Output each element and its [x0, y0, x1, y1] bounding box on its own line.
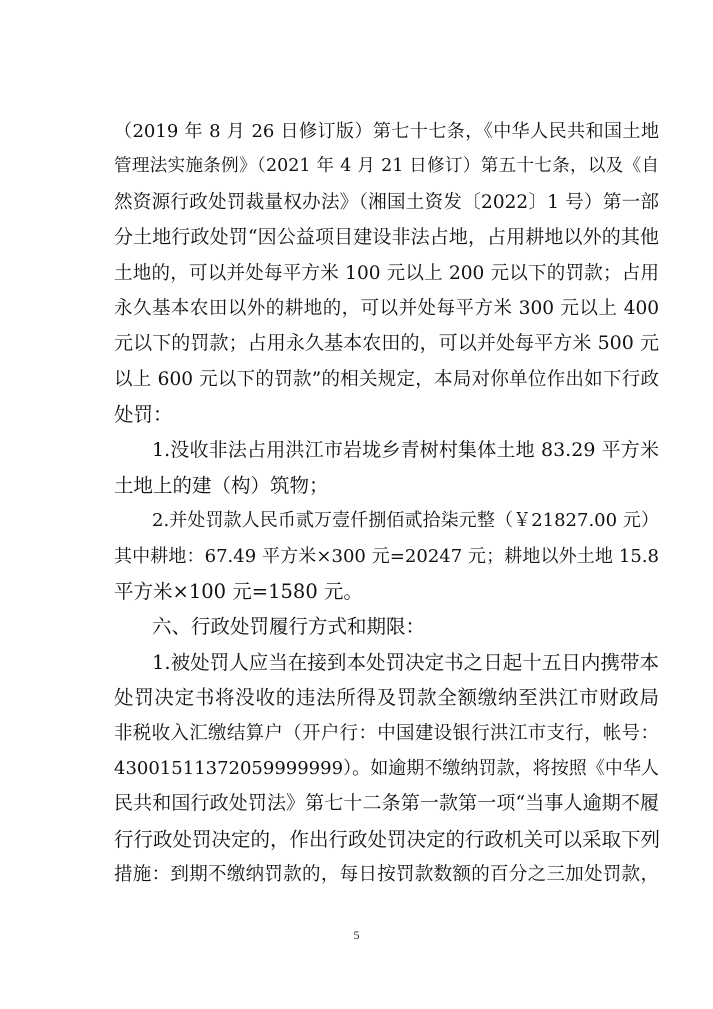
text-line: 2.并处罚款人民币贰万壹仟捌佰贰拾柒元整（￥21827.00 元）	[152, 510, 659, 532]
text-line: 土地的，可以并处每平方米 100 元以上 200 元以下的罚款；占用	[114, 262, 659, 284]
document-body	[114, 114, 659, 893]
text-line: 以上 600 元以下的罚款”的相关规定，本局对你单位作出如下行政	[114, 368, 659, 390]
text-line: 处罚决定书将没收的违法所得及罚款全额缴纳至洪江市财政局	[114, 686, 659, 710]
text-line: 土地上的建（构）筑物；	[114, 473, 329, 497]
text-line: 元以下的罚款；占用永久基本农田的，可以并处每平方米 500 元	[114, 332, 659, 355]
text-line: 其中耕地：67.49 平方米×300 元=20247 元；耕地以外土地 15.8	[114, 545, 659, 567]
page-number: 5	[353, 928, 360, 942]
text-line: 永久基本农田以外的耕地的，可以并处每平方米 300 元以上 400	[114, 297, 659, 319]
text-line: 处罚：	[114, 403, 173, 427]
text-line: 平方米×100 元=1580 元。	[114, 580, 363, 604]
section-heading: 六、行政处罚履行方式和期限：	[152, 615, 426, 639]
text-line: 1.被处罚人应当在接到本处罚决定书之日起十五日内携带本	[152, 650, 659, 674]
text-line: 1.没收非法占用洪江市岩垅乡青树村集体土地 83.29 平方米	[152, 438, 659, 461]
text-line: 分土地行政处罚“因公益项目建设非法占地，占用耕地以外的其他	[114, 226, 659, 249]
text-line: 43001511372059999999）。如逾期不缴纳罚款，将按照《中华人	[114, 758, 659, 780]
text-line: 民共和国行政处罚法》第七十二条第一款第一项“当事人逾期不履	[114, 792, 659, 815]
text-line: 非税收入汇缴结算户（开户行：中国建设银行洪江市支行，帐号：	[114, 722, 659, 744]
text-line: 措施：到期不缴纳罚款的，每日按罚款数额的百分之三加处罚款，	[114, 864, 659, 886]
text-line: 行行政处罚决定的，作出行政处罚决定的行政机关可以采取下列	[114, 827, 661, 851]
text-line: （2019 年 8 月 26 日修订版）第七十七条，《中华人民共和国土地	[114, 121, 659, 142]
text-line: 管理法实施条例》（2021 年 4 月 21 日修订）第五十七条，以及《自	[114, 156, 659, 177]
text-line: 然资源行政处罚裁量权办法》（湘国土资发〔2022〕1 号）第一部	[114, 191, 659, 213]
